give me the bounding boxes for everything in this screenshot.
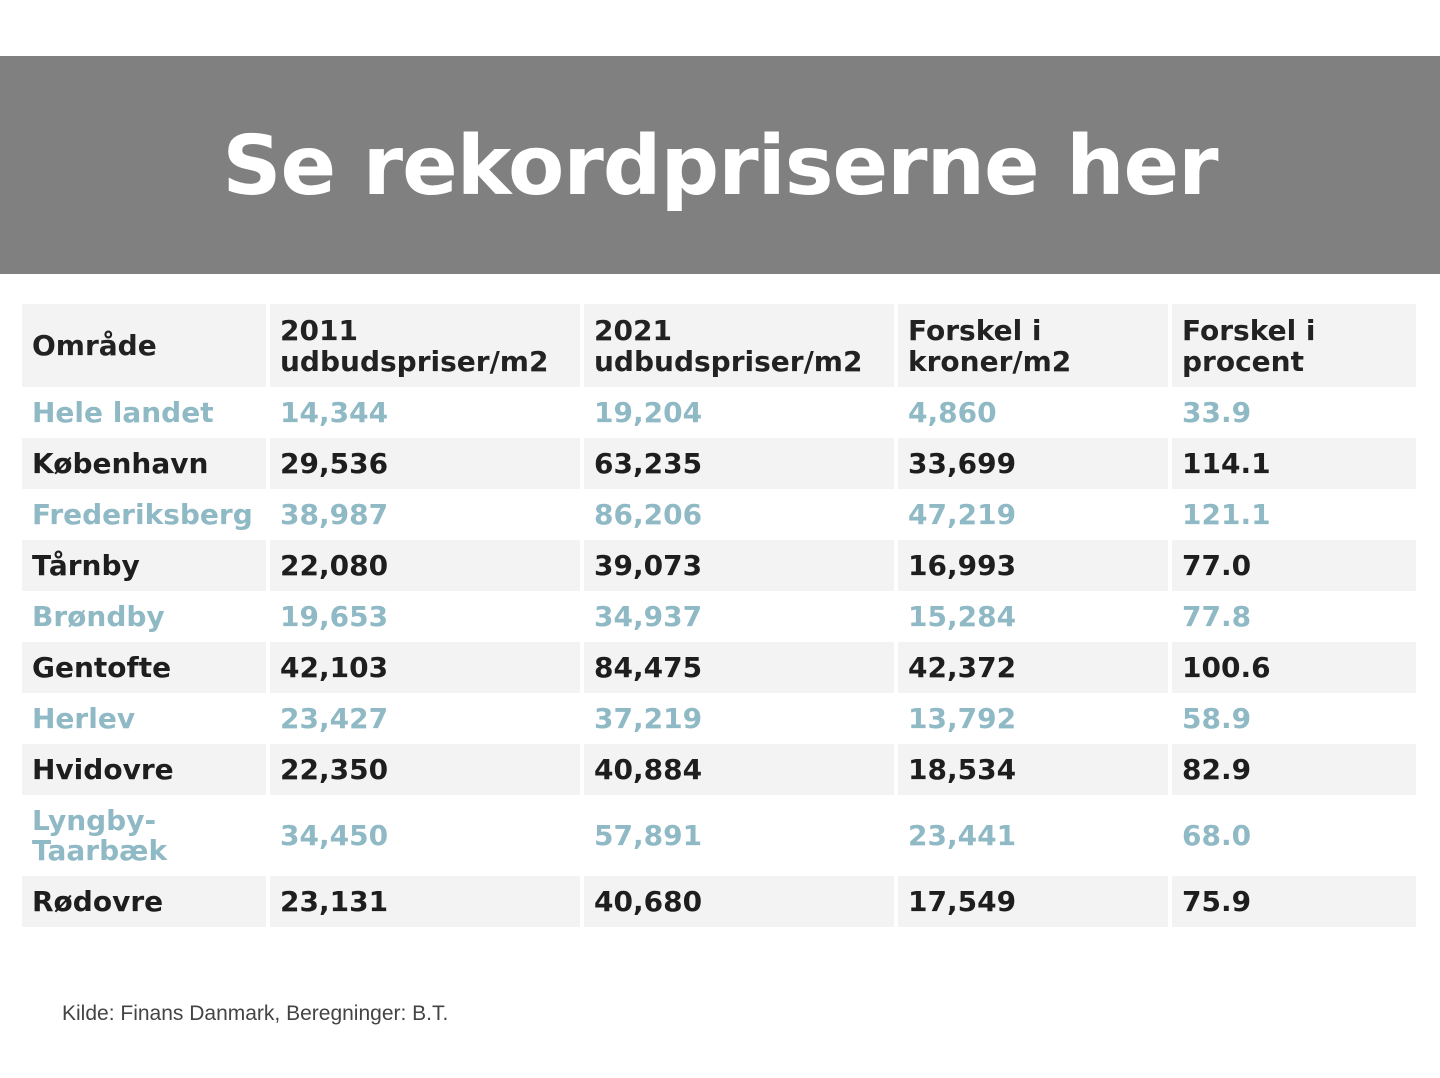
- column-header-omrade: Område: [22, 304, 266, 387]
- cell-area: København: [22, 438, 266, 489]
- cell-area: Tårnby: [22, 540, 266, 591]
- cell-area: Hele landet: [22, 387, 266, 438]
- cell-diff-percent: 121.1: [1172, 489, 1416, 540]
- table-header-row: [22, 304, 1416, 387]
- cell-2011-price: 34,450: [270, 795, 580, 876]
- cell-2021-price: 19,204: [584, 387, 894, 438]
- cell-diff-percent: 75.9: [1172, 876, 1416, 927]
- cell-diff-percent: 77.8: [1172, 591, 1416, 642]
- title-banner: [0, 56, 1440, 274]
- cell-2021-price: 57,891: [584, 795, 894, 876]
- cell-area: Brøndby: [22, 591, 266, 642]
- cell-2021-price: 39,073: [584, 540, 894, 591]
- cell-2021-price: 37,219: [584, 693, 894, 744]
- cell-diff-percent: 58.9: [1172, 693, 1416, 744]
- cell-2021-price: 40,680: [584, 876, 894, 927]
- cell-diff-kroner: 18,534: [898, 744, 1168, 795]
- cell-diff-kroner: 13,792: [898, 693, 1168, 744]
- cell-diff-kroner: 17,549: [898, 876, 1168, 927]
- page-title: Se rekordpriserne her: [222, 119, 1218, 214]
- price-table-container: [22, 304, 1416, 927]
- price-table: [18, 304, 1420, 927]
- table-row: [22, 744, 1416, 795]
- cell-area: Gentofte: [22, 642, 266, 693]
- table-row: [22, 591, 1416, 642]
- cell-2021-price: 63,235: [584, 438, 894, 489]
- cell-diff-kroner: 15,284: [898, 591, 1168, 642]
- table-row: [22, 693, 1416, 744]
- cell-area: Rødovre: [22, 876, 266, 927]
- column-header-forskel-kroner: Forskel i kroner/m2: [898, 304, 1168, 387]
- cell-diff-kroner: 47,219: [898, 489, 1168, 540]
- cell-area: Hvidovre: [22, 744, 266, 795]
- column-header-2021: 2021 udbudspriser/m2: [584, 304, 894, 387]
- cell-2011-price: 22,080: [270, 540, 580, 591]
- cell-diff-percent: 33.9: [1172, 387, 1416, 438]
- column-header-forskel-procent: Forskel i procent: [1172, 304, 1416, 387]
- column-header-2011: 2011 udbudspriser/m2: [270, 304, 580, 387]
- cell-2011-price: 23,427: [270, 693, 580, 744]
- cell-diff-percent: 68.0: [1172, 795, 1416, 876]
- cell-2021-price: 40,884: [584, 744, 894, 795]
- cell-area: Lyngby-Taarbæk: [22, 795, 266, 876]
- cell-area: Frederiksberg: [22, 489, 266, 540]
- cell-2021-price: 84,475: [584, 642, 894, 693]
- cell-area: Herlev: [22, 693, 266, 744]
- table-row: [22, 438, 1416, 489]
- cell-diff-kroner: 4,860: [898, 387, 1168, 438]
- cell-diff-kroner: 23,441: [898, 795, 1168, 876]
- cell-diff-percent: 114.1: [1172, 438, 1416, 489]
- cell-diff-kroner: 16,993: [898, 540, 1168, 591]
- table-row: [22, 489, 1416, 540]
- cell-2011-price: 42,103: [270, 642, 580, 693]
- cell-2011-price: 19,653: [270, 591, 580, 642]
- cell-2011-price: 23,131: [270, 876, 580, 927]
- table-row: [22, 540, 1416, 591]
- cell-diff-percent: 77.0: [1172, 540, 1416, 591]
- table-body: [22, 387, 1416, 927]
- table-row: [22, 795, 1416, 876]
- cell-diff-percent: 82.9: [1172, 744, 1416, 795]
- cell-diff-kroner: 33,699: [898, 438, 1168, 489]
- table-row: [22, 642, 1416, 693]
- source-note: Kilde: Finans Danmark, Beregninger: B.T.: [62, 1002, 449, 1025]
- cell-2011-price: 38,987: [270, 489, 580, 540]
- cell-2021-price: 34,937: [584, 591, 894, 642]
- cell-diff-kroner: 42,372: [898, 642, 1168, 693]
- table-row: [22, 387, 1416, 438]
- cell-2011-price: 22,350: [270, 744, 580, 795]
- cell-2011-price: 14,344: [270, 387, 580, 438]
- table-row: [22, 876, 1416, 927]
- cell-2021-price: 86,206: [584, 489, 894, 540]
- cell-2011-price: 29,536: [270, 438, 580, 489]
- cell-diff-percent: 100.6: [1172, 642, 1416, 693]
